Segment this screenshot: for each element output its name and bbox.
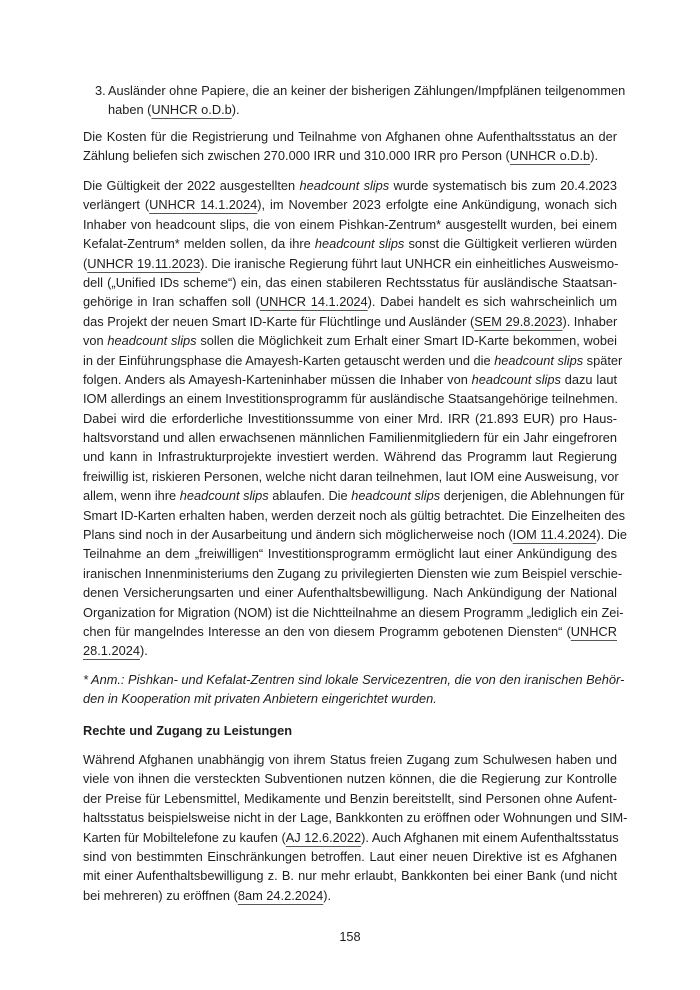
text-segment: Plans sind noch in der Ausarbeitung und ändern sich möglicherweise noch ( xyxy=(83,527,513,543)
text-line xyxy=(83,750,617,769)
text-segment: Kefalat-Zentrum* melden sollen, da ihre xyxy=(83,236,315,252)
citation-link[interactable]: UNHCR 19.11.2023 xyxy=(87,255,201,271)
text-segment: sollen die Möglichkeit zum Erhalt einer Smart ID-Karte bekommen, wobei xyxy=(196,333,617,349)
paragraph-costs xyxy=(83,127,617,166)
text-line xyxy=(83,127,617,146)
text-line xyxy=(108,81,626,100)
text-segment: wurde systematisch bis zum 20.4.2023 xyxy=(389,178,617,193)
text-segment: * Anm.: Pishkan- und Kefalat-Zentren sind lokale Servicezentren, die von den iranischen Behör- xyxy=(83,672,625,687)
text-line xyxy=(83,689,617,708)
text-segment: haben ( xyxy=(108,102,152,118)
text-segment: ). Die iranische Regierung führt laut UNHCR ein einheitliches Ausweismo- xyxy=(200,255,619,271)
citation-link[interactable]: 8am 24.2.2024 xyxy=(237,887,324,903)
text-segment: allem, wenn ihre xyxy=(83,488,180,504)
text-segment: ). Dabei handelt es sich wahrscheinlich um xyxy=(367,294,617,310)
text-line xyxy=(83,215,617,234)
text-segment: IOM allerdings an einem Investitionsprogramm für ausländische Staatsangehörige teilnehmen. xyxy=(83,391,618,407)
text-segment: dell („Unified IDs scheme“) ein, das einen stabileren Rechtsstatus für ausländische Staatsan- xyxy=(83,274,617,290)
italic-term: headcount slips xyxy=(107,333,197,349)
text-line xyxy=(83,525,627,544)
text-line xyxy=(83,544,617,563)
text-line xyxy=(83,847,617,866)
text-segment: Karten für Mobiltelefone zu kaufen ( xyxy=(83,829,286,845)
text-segment: freiwillig ist, riskieren Personen, welche nicht daran teilnehmen, laut IOM eine Ausweisung, vor xyxy=(83,468,619,484)
text-segment: Organization for Migration (NOM) ist die Nichtteilnahme an diesem Programm „lediglich ein Zei- xyxy=(83,604,624,620)
text-segment: ). Die xyxy=(596,527,627,543)
citation-link[interactable]: UNHCR xyxy=(570,623,617,639)
text-line xyxy=(83,866,617,885)
text-segment: von xyxy=(83,333,108,349)
text-segment: ). xyxy=(139,643,148,659)
text-line xyxy=(83,292,617,311)
text-line xyxy=(83,389,617,408)
text-line xyxy=(83,409,617,428)
text-segment: Zählung beliefen sich zwischen 270.000 IRR und 310.000 IRR pro Person ( xyxy=(83,148,510,164)
italic-term: headcount slips xyxy=(471,371,561,387)
text-segment: dazu laut xyxy=(560,371,617,387)
text-segment: sind von bestimmten Einschränkungen betroffen. Laut einer neuen Direktive ist es Afghanen xyxy=(83,848,617,864)
text-segment: haltsvorstand und allen erwachsenen männlichen Familienmitgliedern für ein Jahr eingefroren xyxy=(83,430,617,446)
text-segment: das Projekt der neuen Smart ID-Karte für Flüchtlinge und Ausländer ( xyxy=(83,313,475,329)
text-line xyxy=(83,195,617,214)
section-heading: Rechte und Zugang zu Leistungen xyxy=(83,723,293,738)
text-segment: ). xyxy=(590,148,599,164)
text-segment: Smart ID-Karten erhalten haben, werden derzeit noch als gültig betrachtet. Die Einzelheiten des xyxy=(83,507,626,523)
text-segment: viele von ihnen die versteckten Subventionen nutzen können, die die Regierung zur Kontrolle xyxy=(83,771,617,787)
italic-term: headcount slips xyxy=(179,488,269,504)
text-segment: iranischen Innenministeriums den Zugang zu privilegierten Diensten wie zum Beispiel verschie- xyxy=(83,565,623,581)
text-line xyxy=(83,447,617,466)
text-segment: chen für mangelndes Interesse an den von diesem Programm gebotenen Diensten“ ( xyxy=(83,623,571,639)
text-segment: verlängert ( xyxy=(83,197,150,213)
text-line xyxy=(83,828,617,847)
text-segment: in der Einführungsphase die Amayesh-Karten getauscht werden und die xyxy=(83,352,495,368)
list-item-text xyxy=(108,81,626,120)
text-segment: den in Kooperation mit privaten Anbietern eingerichtet wurden. xyxy=(83,691,437,707)
text-line xyxy=(83,312,617,331)
text-segment: gehörige in Iran schaffen soll ( xyxy=(83,294,260,310)
text-line xyxy=(83,808,628,827)
text-line xyxy=(83,769,617,788)
italic-term: headcount slips xyxy=(351,488,441,504)
text-line xyxy=(83,370,617,389)
text-line xyxy=(83,146,617,165)
text-line xyxy=(83,486,625,505)
citation-link[interactable]: UNHCR 14.1.2024 xyxy=(259,294,368,310)
text-line xyxy=(83,506,626,525)
text-segment: denen Versicherungsarten und einer Aufenthaltsbewilligung. Nach Ankündigung der National xyxy=(83,585,617,601)
text-segment: bei mehreren) zu eröffnen ( xyxy=(83,887,238,903)
citation-link[interactable]: IOM 11.4.2024 xyxy=(512,527,597,543)
italic-term: headcount slips xyxy=(494,352,584,368)
text-line xyxy=(83,331,617,350)
text-segment: sonst die Gültigkeit verlieren würden xyxy=(404,236,617,252)
text-segment: ). xyxy=(231,102,240,118)
text-line xyxy=(83,273,617,292)
text-segment: Teilnahme an dem „freiwilligen“ Investitionsprogramm ermöglicht laut einer Ankündigung des xyxy=(83,546,617,562)
text-line xyxy=(83,670,625,689)
text-line xyxy=(108,100,617,119)
text-segment: ). Auch Afghanen mit einem Aufenthaltsstatus xyxy=(361,829,619,845)
text-line xyxy=(83,641,617,660)
text-segment: ). Inhaber xyxy=(562,313,618,329)
text-segment: der Preise für Lebensmittel, Medikamente und Benzin bereitstellt, sind Personen ohne Aufent- xyxy=(83,790,617,806)
text-segment: Dabei wird die erforderliche Investitionssumme von einer Mrd. IRR (21.893 EUR) pro Haus- xyxy=(83,410,617,426)
text-segment: folgen. Anders als Amayesh-Karteninhaber müssen die Inhaber von xyxy=(83,371,472,387)
text-line xyxy=(83,603,624,622)
text-line xyxy=(83,234,617,253)
text-segment: Die Kosten für die Registrierung und Teilnahme von Afghanen ohne Aufenthaltsstatus an der xyxy=(83,129,617,144)
paragraph-rights xyxy=(83,750,628,905)
citation-link[interactable]: UNHCR o.D.b xyxy=(509,148,591,164)
text-line xyxy=(83,467,617,486)
text-segment: ablaufen. Die xyxy=(268,488,352,504)
text-segment: später xyxy=(583,352,623,368)
text-segment: derjenigen, die Ablehnungen für xyxy=(440,488,625,504)
text-segment: und kann in Infrastrukturprojekte investiert werden. Während das Programm laut Regierung xyxy=(83,449,617,465)
citation-link[interactable]: SEM 29.8.2023 xyxy=(474,313,563,329)
list-item-3 xyxy=(95,81,626,120)
text-segment: ( xyxy=(83,255,88,271)
text-segment: haltsstatus beispielsweise nicht in der Lage, Bankkonten zu eröffnen oder Wohnungen und SIM- xyxy=(83,810,628,826)
citation-link[interactable]: UNHCR o.D.b xyxy=(151,102,232,118)
citation-link[interactable]: UNHCR 14.1.2024 xyxy=(149,197,258,213)
text-line xyxy=(83,583,617,602)
text-line xyxy=(83,564,623,583)
paragraph-validity xyxy=(83,176,627,661)
text-segment: Inhaber von headcount slips, die von einem Pishkan-Zentrum* ausgestellt wurden, bei einem xyxy=(83,216,617,232)
footnote xyxy=(83,670,625,709)
text-segment: ), im November 2023 erfolgte eine Ankündigung, wonach sich xyxy=(257,197,617,213)
citation-link[interactable]: 28.1.2024 xyxy=(83,643,140,659)
italic-term: headcount slips xyxy=(299,178,390,193)
text-line xyxy=(83,254,617,273)
italic-term: headcount slips xyxy=(314,236,405,252)
text-line xyxy=(83,176,617,195)
text-line xyxy=(83,351,623,370)
text-segment: Die Gültigkeit der 2022 ausgestellten xyxy=(83,178,300,193)
text-line xyxy=(83,886,617,905)
list-number: 3. xyxy=(95,83,106,98)
text-segment: Während Afghanen unabhängig von ihrem Status freien Zugang zum Schulwesen haben und xyxy=(83,752,617,767)
citation-link[interactable]: AJ 12.6.2022 xyxy=(285,829,362,845)
text-line xyxy=(83,789,617,808)
text-segment: Ausländer ohne Papiere, die an keiner der bisherigen Zählungen/Impfplänen teilgenommen xyxy=(108,83,626,98)
text-line xyxy=(83,622,617,641)
text-segment: mit einer Aufenthaltsbewilligung z. B. nur mehr erlaubt, Bankkonten bei einer Bank (und nicht xyxy=(83,868,617,884)
text-segment: ). xyxy=(323,887,332,903)
text-line xyxy=(83,428,617,447)
page-number: 158 xyxy=(339,929,361,944)
